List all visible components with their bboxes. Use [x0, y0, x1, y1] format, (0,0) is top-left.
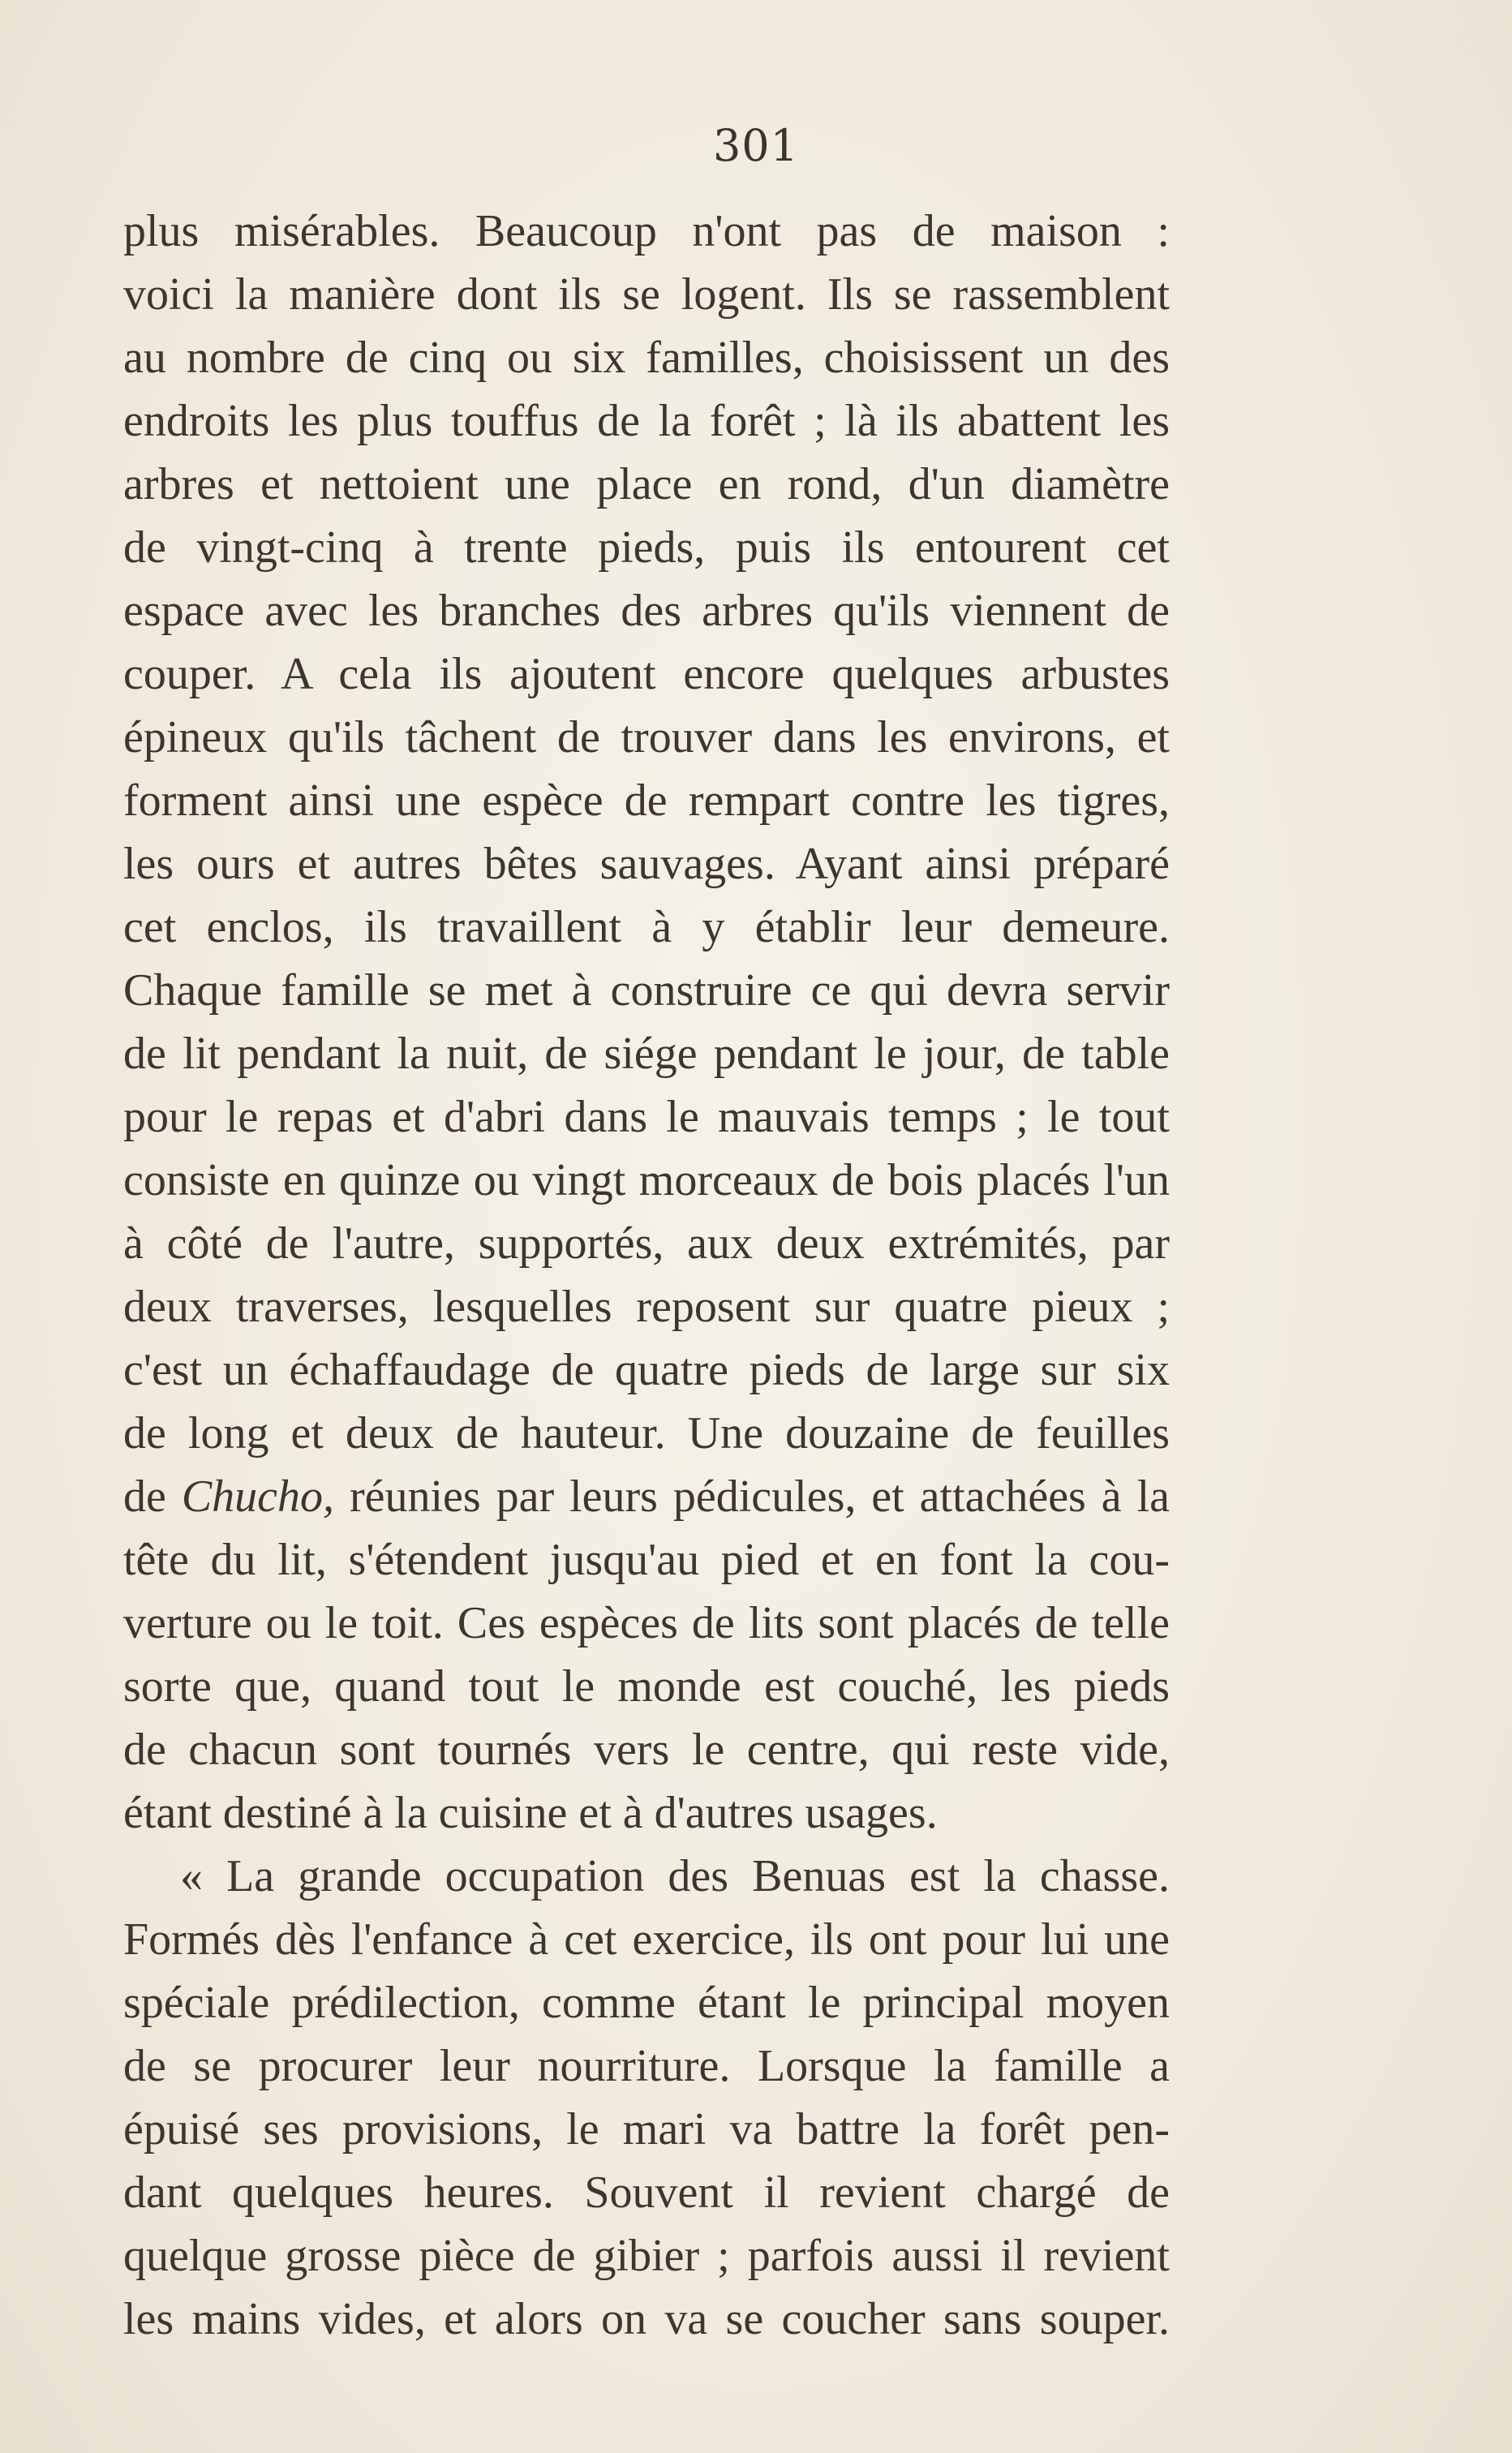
text-line: sorte que, quand tout le monde est couché, les pieds: [123, 1661, 1170, 1712]
text-line: deux traverses, lesquelles reposent sur quatre pieux ;: [123, 1282, 1170, 1332]
text-line: cet enclos, ils travaillent à y établir leur demeure.: [123, 902, 1170, 952]
text-line: dant quelques heures. Souvent il revient chargé de: [123, 2167, 1170, 2218]
text-line: endroits les plus touffus de la forêt ; là ils abattent les: [123, 396, 1170, 446]
text-line: espace avec les branches des arbres qu'ils viennent de: [123, 586, 1170, 636]
text-line: spéciale prédilection, comme étant le principal moyen: [123, 1978, 1170, 2028]
text-line: verture ou le toit. Ces espèces de lits sont placés de telle: [123, 1598, 1170, 1648]
text-line: au nombre de cinq ou six familles, choisissent un des: [123, 333, 1170, 383]
text-line: de vingt-cinq à trente pieds, puis ils entourent cet: [123, 522, 1170, 573]
body-text: [123, 200, 1170, 2351]
text-line: de long et deux de hauteur. Une douzaine de feuilles: [123, 1408, 1170, 1458]
text-line: les mains vides, et alors on va se coucher sans souper.: [123, 2294, 1170, 2344]
text-line: « La grande occupation des Benuas est la chasse.: [180, 1851, 1170, 1901]
text-line: de se procurer leur nourriture. Lorsque la famille a: [123, 2041, 1170, 2091]
text-line: étant destiné à la cuisine et à d'autres usages.: [123, 1788, 938, 1838]
text-line: arbres et nettoient une place en rond, d'un diamètre: [123, 459, 1170, 509]
text-line: plus misérables. Beaucoup n'ont pas de maison :: [123, 206, 1170, 256]
text-line: de chacun sont tournés vers le centre, qui reste vide,: [123, 1725, 1170, 1775]
text-line: pour le repas et d'abri dans le mauvais temps ; le tout: [123, 1092, 1170, 1142]
text-line: épineux qu'ils tâchent de trouver dans les environs, et: [123, 712, 1170, 763]
text-line: épuisé ses provisions, le mari va battre la forêt pen-: [123, 2104, 1170, 2154]
text-line: c'est un échaffaudage de quatre pieds de large sur six: [123, 1345, 1170, 1395]
text-line: de lit pendant la nuit, de siége pendant le jour, de table: [123, 1029, 1170, 1079]
text-line: couper. A cela ils ajoutent encore quelques arbustes: [123, 649, 1170, 699]
text-line: Formés dès l'enfance à cet exercice, ils ont pour lui une: [123, 1914, 1170, 1965]
text-line: forment ainsi une espèce de rempart contre les tigres,: [123, 775, 1170, 826]
text-line: voici la manière dont ils se logent. Ils se rassemblent: [123, 269, 1170, 320]
text-line: tête du lit, s'étendent jusqu'au pied et en font la cou-: [123, 1535, 1170, 1585]
text-line: à côté de l'autre, supportés, aux deux extrémités, par: [123, 1218, 1170, 1269]
text-line: quelque grosse pièce de gibier ; parfois aussi il revient: [123, 2231, 1170, 2281]
text-line: les ours et autres bêtes sauvages. Ayant ainsi préparé: [123, 839, 1170, 889]
text-line-with-italic: [123, 1465, 1170, 1528]
text-line: Chaque famille se met à construire ce qui devra servir: [123, 965, 1170, 1016]
italic-term: Chucho,: [181, 1471, 335, 1522]
text-prefix: de: [123, 1471, 182, 1522]
page-number: 301: [712, 120, 800, 171]
text-remainder: réunies par leurs pédicules, et attachées à la: [349, 1471, 1170, 1522]
text-line: consiste en quinze ou vingt morceaux de bois placés l'un: [123, 1155, 1170, 1205]
